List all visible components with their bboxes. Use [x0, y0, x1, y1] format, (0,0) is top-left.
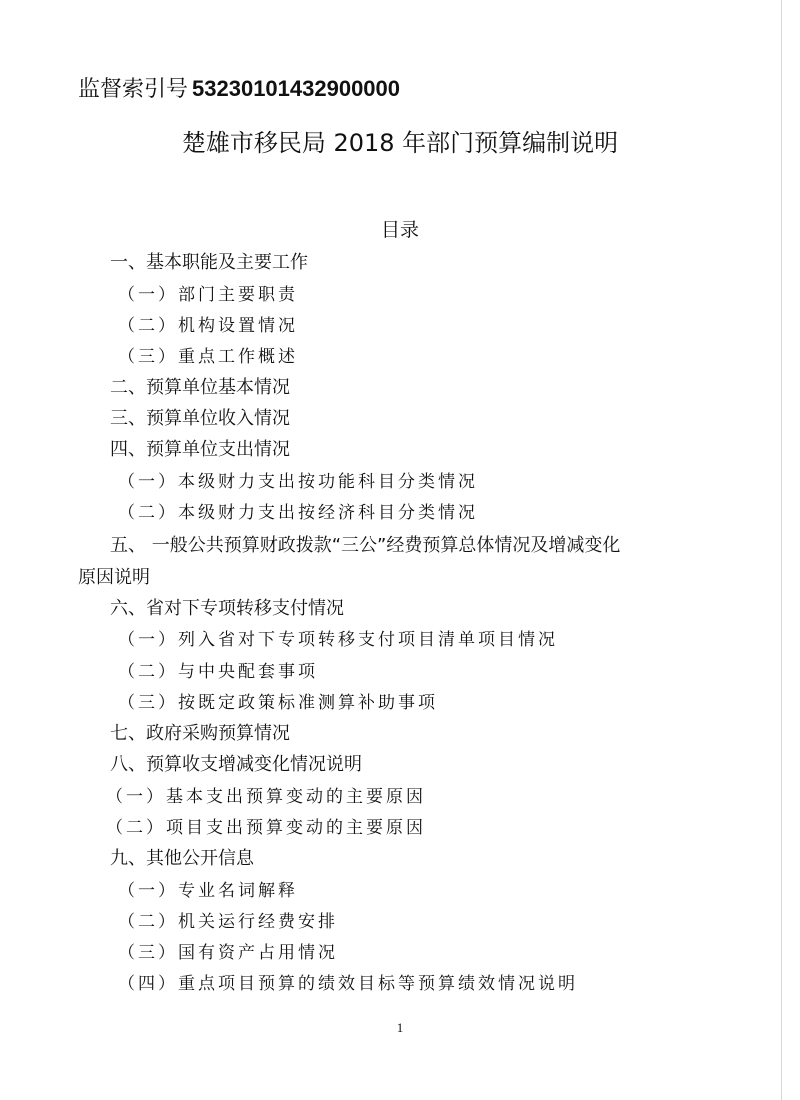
toc-item: （一）部门主要职责 [118, 285, 298, 305]
toc-item: （三）重点工作概述 [118, 347, 298, 367]
toc-item: （三）按既定政策标准测算补助事项 [118, 693, 438, 713]
toc-item: （一）列入省对下专项转移支付项目清单项目情况 [118, 630, 558, 650]
toc-section-5-continued: 原因说明 [78, 567, 150, 588]
document-title: 楚雄市移民局 2018 年部门预算编制说明 [181, 129, 619, 157]
index-number: 53230101432900000 [192, 76, 401, 101]
toc-section-9: 九、其他公开信息 [110, 848, 254, 869]
toc-section-1: 一、基本职能及主要工作 [110, 252, 308, 273]
toc-section-7: 七、政府采购预算情况 [110, 723, 290, 744]
toc-item: （一）本级财力支出按功能科目分类情况 [118, 472, 478, 492]
toc-item: （一）基本支出预算变动的主要原因 [106, 787, 426, 807]
toc-section-5: 五、 一般公共预算财政拨款“三公”经费预算总体情况及增减变化 [110, 535, 621, 556]
page-number: 1 [396, 1020, 404, 1035]
toc-item: （二）本级财力支出按经济科目分类情况 [118, 503, 478, 523]
toc-item: （二）与中央配套事项 [118, 662, 318, 682]
toc-section-3: 三、预算单位收入情况 [110, 408, 290, 429]
toc-heading: 目录 [380, 219, 419, 241]
toc-section-4: 四、预算单位支出情况 [110, 439, 290, 460]
toc-item: （二）机关运行经费安排 [118, 912, 338, 932]
toc-item: （一）专业名词解释 [118, 881, 298, 901]
toc-item: （四）重点项目预算的绩效目标等预算绩效情况说明 [118, 974, 578, 994]
toc-section-8: 八、预算收支增减变化情况说明 [110, 754, 362, 775]
page-edge [781, 0, 782, 1100]
toc-item: （二）项目支出预算变动的主要原因 [106, 818, 426, 838]
toc-section-6: 六、省对下专项转移支付情况 [110, 598, 344, 619]
toc-section-2: 二、预算单位基本情况 [110, 377, 290, 398]
supervision-index-line [78, 74, 400, 105]
toc-item: （三）国有资产占用情况 [118, 943, 338, 963]
index-label: 监督索引号 [78, 77, 189, 102]
toc-item: （二）机构设置情况 [118, 316, 298, 336]
